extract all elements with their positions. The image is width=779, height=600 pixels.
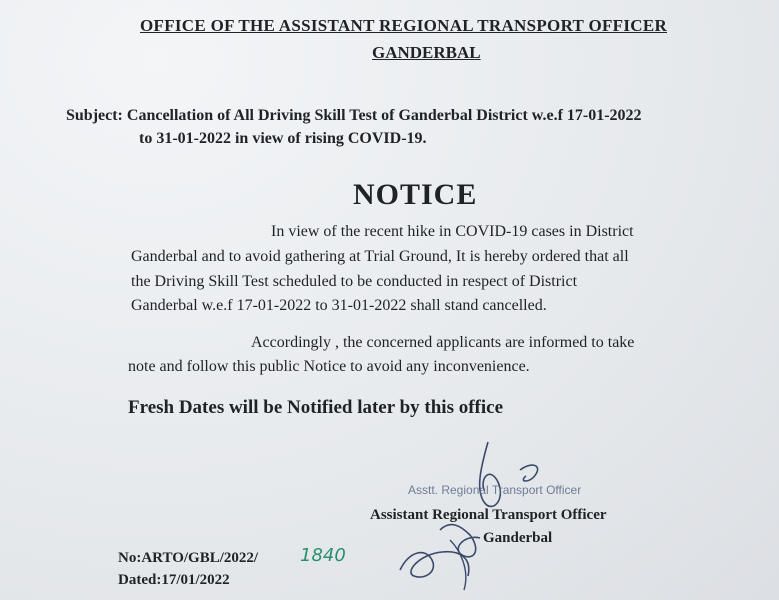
subject-line-2: to 31-01-2022 in view of rising COVID-19. [139,130,427,147]
official-stamp: Asstt. Regional Transport Officer [408,483,582,497]
reference-number: No:ARTO/GBL/2022/ [118,550,259,566]
subject-line-1: Subject: Cancellation of All Driving Skill Test of Ganderbal District w.e.f 17-01-2022 [66,107,642,124]
office-place: GANDERBAL [372,43,481,62]
notice-body-line: note and follow this public Notice to avoid any inconvenience. [128,358,530,375]
office-title: OFFICE OF THE ASSISTANT REGIONAL TRANSPORT OFFICER [140,16,668,35]
handwritten-reference-number: 1840 [300,545,346,566]
signatory-title: Assistant Regional Transport Officer [370,507,607,523]
notice-body-line: Ganderbal w.e.f 17-01-2022 to 31-01-2022 shall stand cancelled. [131,297,547,314]
dated-line: Dated:17/01/2022 [118,572,230,588]
notice-body-line: Accordingly , the concerned applicants are informed to take [251,334,635,351]
notice-heading: NOTICE [353,178,478,211]
signatory-place: Ganderbal [483,530,553,546]
notice-body-line: the Driving Skill Test scheduled to be conducted in respect of District [131,273,578,290]
notice-body-line: Ganderbal and to avoid gathering at Trial Ground, It is hereby ordered that all [131,248,629,265]
notice-body-line: In view of the recent hike in COVID-19 cases in District [271,223,634,240]
fresh-dates-notice: Fresh Dates will be Notified later by this office [128,397,504,418]
